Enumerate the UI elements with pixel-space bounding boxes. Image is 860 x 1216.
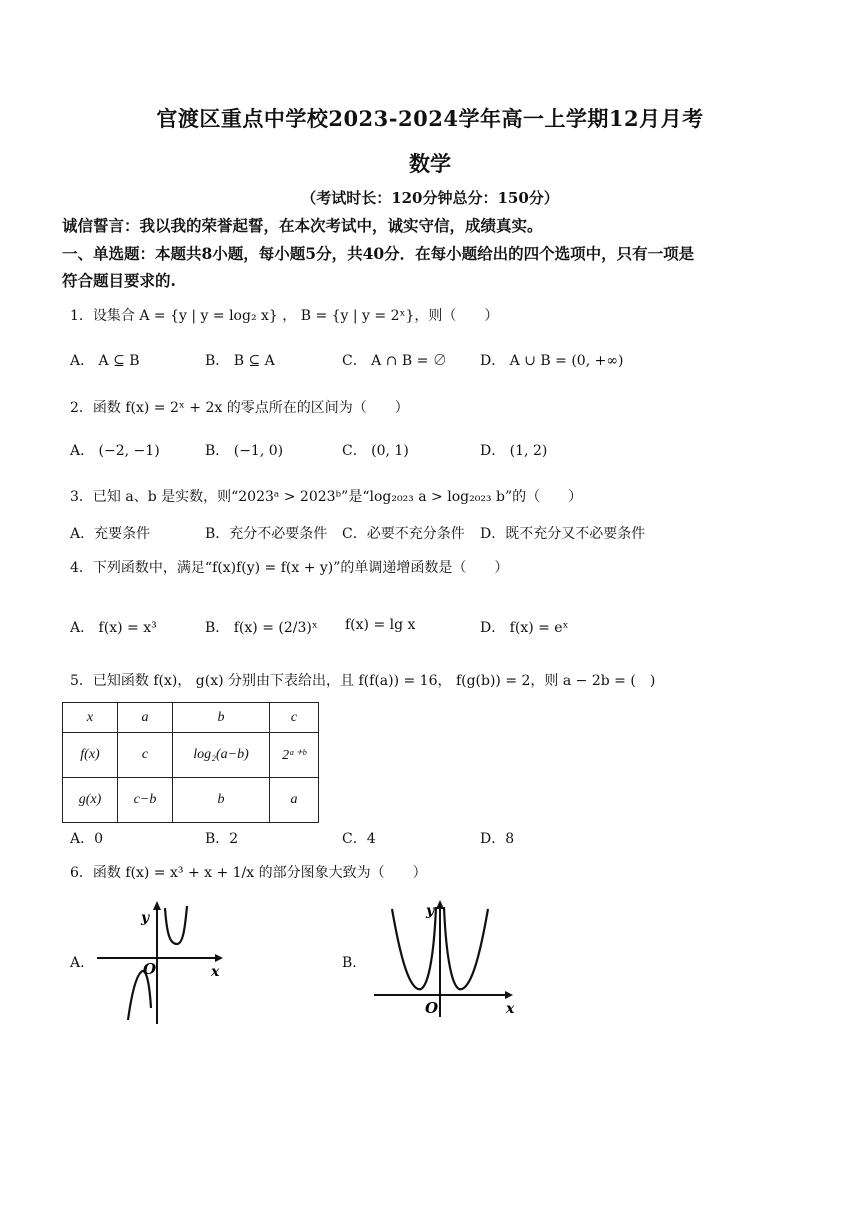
table-g-a: c−b [118, 778, 173, 823]
table-header-c: c [270, 703, 319, 733]
question-2-stem: 2．函数 f(x) = 2ˣ + 2x 的零点所在的区间为（ ） [70, 400, 409, 416]
q5-option-b: B．2 [205, 831, 239, 847]
table-f-a: c [118, 733, 173, 778]
section-heading-line1: 一、单选题：本题共8小题，每小题5分，共40分．在每小题给出的四个选项中，只有一项是 [62, 244, 695, 263]
q2-option-a: A． (−2, −1) [70, 443, 160, 459]
q1-option-d: D． A ∪ B = (0, +∞) [480, 353, 624, 369]
q1-option-c: C． A ∩ B = ∅ [342, 353, 447, 369]
question-1-stem: 1．设集合 A = {y | y = log₂ x} ， B = {y | y = 2ˣ}，则（ ） [70, 308, 499, 324]
graph-b-origin-label: O [425, 999, 439, 1017]
question-6-stem: 6．函数 f(x) = x³ + x + 1/x 的部分图象大致为（ ） [70, 865, 427, 881]
graph-a-x-label: x [211, 964, 220, 980]
section-heading-line2: 符合题目要求的. [62, 271, 176, 290]
table-row-g-label: g(x) [63, 778, 118, 823]
question-5-stem: 5．已知函数 f(x)， g(x) 分别由下表给出，且 f(f(a)) = 16， f(g(b)) = 2，则 a − 2b = ( ) [70, 673, 656, 689]
graph-a-origin-label: O [143, 960, 157, 978]
q4-option-c: f(x) = lg x [345, 617, 416, 633]
graph-a-y-label: y [141, 910, 150, 926]
q4-option-a: A． f(x) = x³ [70, 620, 157, 636]
q6-option-a-label: A. [70, 955, 85, 971]
table-f-c: 2ᵃ⁺ᵇ [270, 733, 319, 778]
q2-option-d: D． (1, 2) [480, 443, 548, 459]
exam-title: 官渡区重点中学校2023-2024学年高一上学期12月月考 [156, 106, 704, 131]
q3-option-b: B．充分不必要条件 [205, 526, 328, 542]
q3-option-c: C．必要不充分条件 [342, 526, 465, 542]
table-f-b: log₂(a−b) [173, 733, 270, 778]
table-g-b: b [173, 778, 270, 823]
table-header-b: b [173, 703, 270, 733]
q6-graph-b [370, 895, 525, 1020]
q1-option-a: A． A ⊆ B [70, 353, 140, 369]
q6-option-b-label: B. [342, 955, 357, 971]
table-g-c: a [270, 778, 319, 823]
q3-option-d: D．既不充分又不必要条件 [480, 526, 646, 542]
graph-b-y-label: y [426, 903, 435, 919]
q4-option-d: D． f(x) = eˣ [480, 620, 569, 636]
table-header-x: x [63, 703, 118, 733]
q5-option-c: C．4 [342, 831, 376, 847]
graph-b-x-label: x [506, 1001, 515, 1017]
question-4-stem: 4．下列函数中，满足“f(x)f(y) = f(x + y)”的单调递增函数是（ ） [70, 560, 509, 576]
honesty-oath: 诚信誓言：我以我的荣誉起誓，在本次考试中，诚实守信，成绩真实。 [62, 216, 543, 235]
table-header-a: a [118, 703, 173, 733]
q2-option-c: C． (0, 1) [342, 443, 409, 459]
subject-title: 数学 [409, 151, 451, 176]
q2-option-b: B． (−1, 0) [205, 443, 284, 459]
exam-info: （考试时长：120分钟总分：150分） [301, 189, 559, 207]
q4-option-b: B． f(x) = (2/3)ˣ [205, 620, 318, 636]
q3-option-a: A．充要条件 [70, 526, 151, 542]
q5-option-a: A．0 [70, 831, 104, 847]
table-row-f-label: f(x) [63, 733, 118, 778]
q6-graph-a [95, 898, 235, 1026]
q1-option-b: B． B ⊆ A [205, 353, 275, 369]
q5-option-d: D．8 [480, 831, 515, 847]
function-value-table [62, 702, 319, 823]
question-3-stem: 3．已知 a、b 是实数，则“2023ᵃ > 2023ᵇ”是“log₂₀₂₃ a > log₂₀₂₃ b”的（ ） [70, 489, 583, 505]
